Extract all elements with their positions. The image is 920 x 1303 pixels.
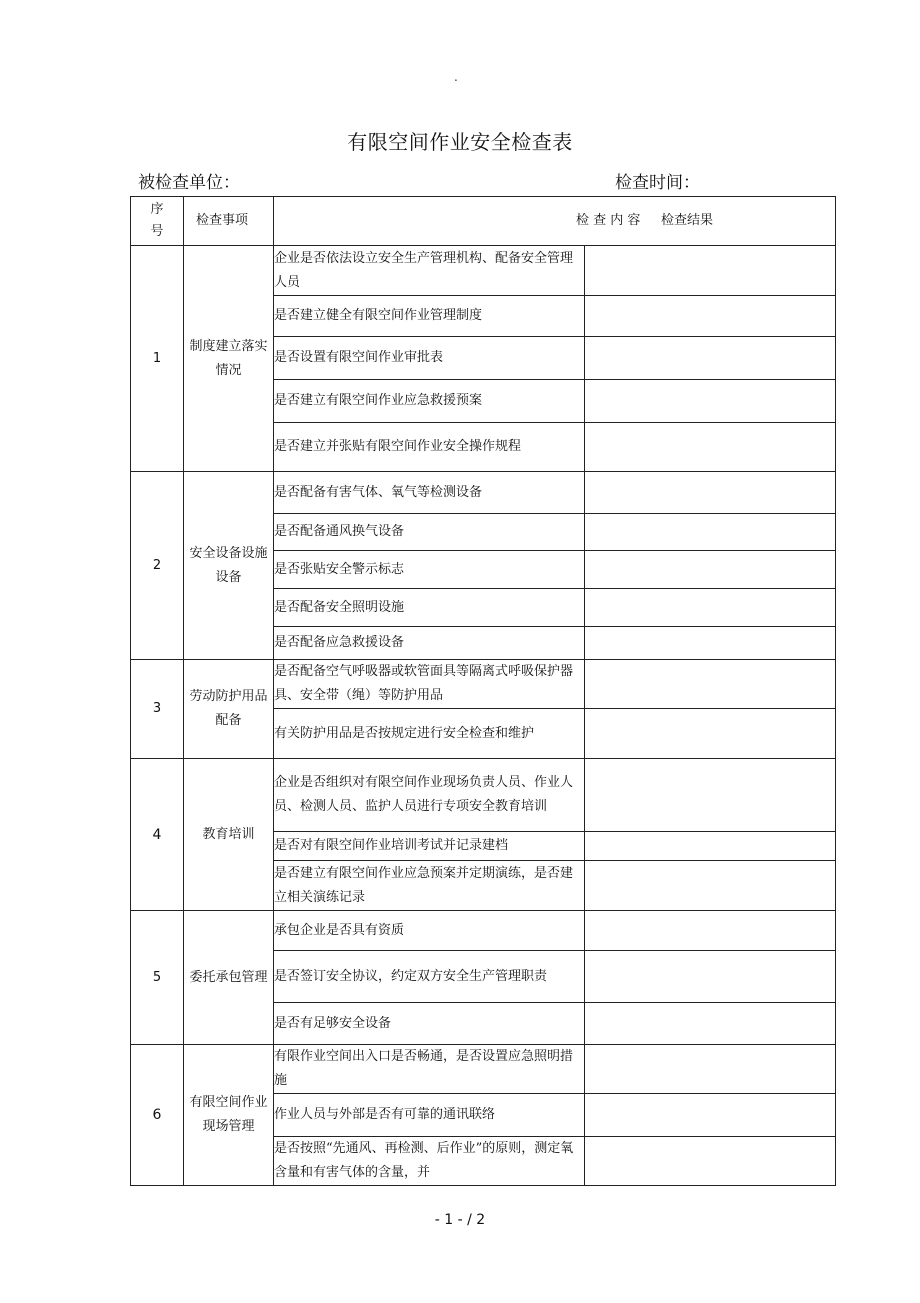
check-content: 是否有足够安全设备: [274, 1003, 585, 1045]
group-seq: 4: [131, 759, 184, 911]
header-content-result: 检 查 内 容 检查结果: [274, 197, 836, 246]
result-cell[interactable]: [585, 832, 836, 861]
result-cell[interactable]: [585, 296, 836, 337]
group-item: 安全设备设施设备: [184, 472, 274, 660]
check-content: 承包企业是否具有资质: [274, 911, 585, 951]
check-content: 有关防护用品是否按规定进行安全检查和维护: [274, 709, 585, 759]
group-seq: 5: [131, 911, 184, 1045]
check-content: 是否建立健全有限空间作业管理制度: [274, 296, 585, 337]
group-seq: 2: [131, 472, 184, 660]
result-cell[interactable]: [585, 246, 836, 296]
check-content: 作业人员与外部是否有可靠的通讯联络: [274, 1094, 585, 1137]
check-content: 是否建立有限空间作业应急救援预案: [274, 380, 585, 423]
table-row: [131, 660, 836, 709]
group-item: 劳动防护用品配备: [184, 660, 274, 759]
header-item: 检查事项: [184, 197, 274, 246]
check-content: 是否建立并张贴有限空间作业安全操作规程: [274, 423, 585, 472]
table-row: [131, 1045, 836, 1094]
result-cell[interactable]: [585, 1094, 836, 1137]
check-content: 是否配备应急救援设备: [274, 627, 585, 660]
check-content: 是否建立有限空间作业应急预案并定期演练，是否建立相关演练记录: [274, 861, 585, 911]
check-content: 是否配备通风换气设备: [274, 514, 585, 551]
check-content: 是否张贴安全警示标志: [274, 551, 585, 589]
result-cell[interactable]: [585, 472, 836, 514]
check-content: 企业是否依法设立安全生产管理机构、配备安全管理人员: [274, 246, 585, 296]
group-item: 教育培训: [184, 759, 274, 911]
inspection-table: [130, 196, 836, 1186]
check-content: 是否配备有害气体、氧气等检测设备: [274, 472, 585, 514]
table-row: [131, 246, 836, 296]
table-row: [131, 472, 836, 514]
result-cell[interactable]: [585, 627, 836, 660]
group-item: 有限空间作业现场管理: [184, 1045, 274, 1186]
inspection-time-label: 检查时间：: [615, 173, 700, 193]
check-content: 是否对有限空间作业培训考试并记录建档: [274, 832, 585, 861]
result-cell[interactable]: [585, 380, 836, 423]
result-cell[interactable]: [585, 911, 836, 951]
check-content: 是否设置有限空间作业审批表: [274, 337, 585, 380]
result-cell[interactable]: [585, 861, 836, 911]
table-row: [131, 759, 836, 832]
group-seq: 6: [131, 1045, 184, 1186]
check-content: 是否配备安全照明设施: [274, 589, 585, 627]
result-cell[interactable]: [585, 589, 836, 627]
result-cell[interactable]: [585, 551, 836, 589]
result-cell[interactable]: [585, 709, 836, 759]
result-cell[interactable]: [585, 1137, 836, 1186]
result-cell[interactable]: [585, 514, 836, 551]
header-seq: 序号: [131, 197, 184, 246]
check-content: 是否按照“先通风、再检测、后作业”的原则，测定氧含量和有害气体的含量，并: [274, 1137, 585, 1186]
group-seq: 1: [131, 246, 184, 472]
inspected-unit-label: 被检查单位：: [138, 173, 240, 193]
check-content: 企业是否组织对有限空间作业现场负责人员、作业人员、检测人员、监护人员进行专项安全教育培训: [274, 759, 585, 832]
result-cell[interactable]: [585, 951, 836, 1003]
result-cell[interactable]: [585, 1045, 836, 1094]
table-row: [131, 911, 836, 951]
page-number: - 1 - / 2: [434, 1212, 486, 1228]
header-mark: .: [454, 70, 458, 84]
group-seq: 3: [131, 660, 184, 759]
check-content: 是否配备空气呼吸器或软管面具等隔离式呼吸保护器具、安全带（绳）等防护用品: [274, 660, 585, 709]
page-title: 有限空间作业安全检查表: [347, 130, 573, 154]
result-cell[interactable]: [585, 1003, 836, 1045]
result-cell[interactable]: [585, 423, 836, 472]
check-content: 是否签订安全协议，约定双方安全生产管理职责: [274, 951, 585, 1003]
result-cell[interactable]: [585, 337, 836, 380]
result-cell[interactable]: [585, 660, 836, 709]
check-content: 有限作业空间出入口是否畅通，是否设置应急照明措施: [274, 1045, 585, 1094]
result-cell[interactable]: [585, 759, 836, 832]
group-item: 制度建立落实情况: [184, 246, 274, 472]
group-item: 委托承包管理: [184, 911, 274, 1045]
table-header-row: [131, 197, 836, 246]
